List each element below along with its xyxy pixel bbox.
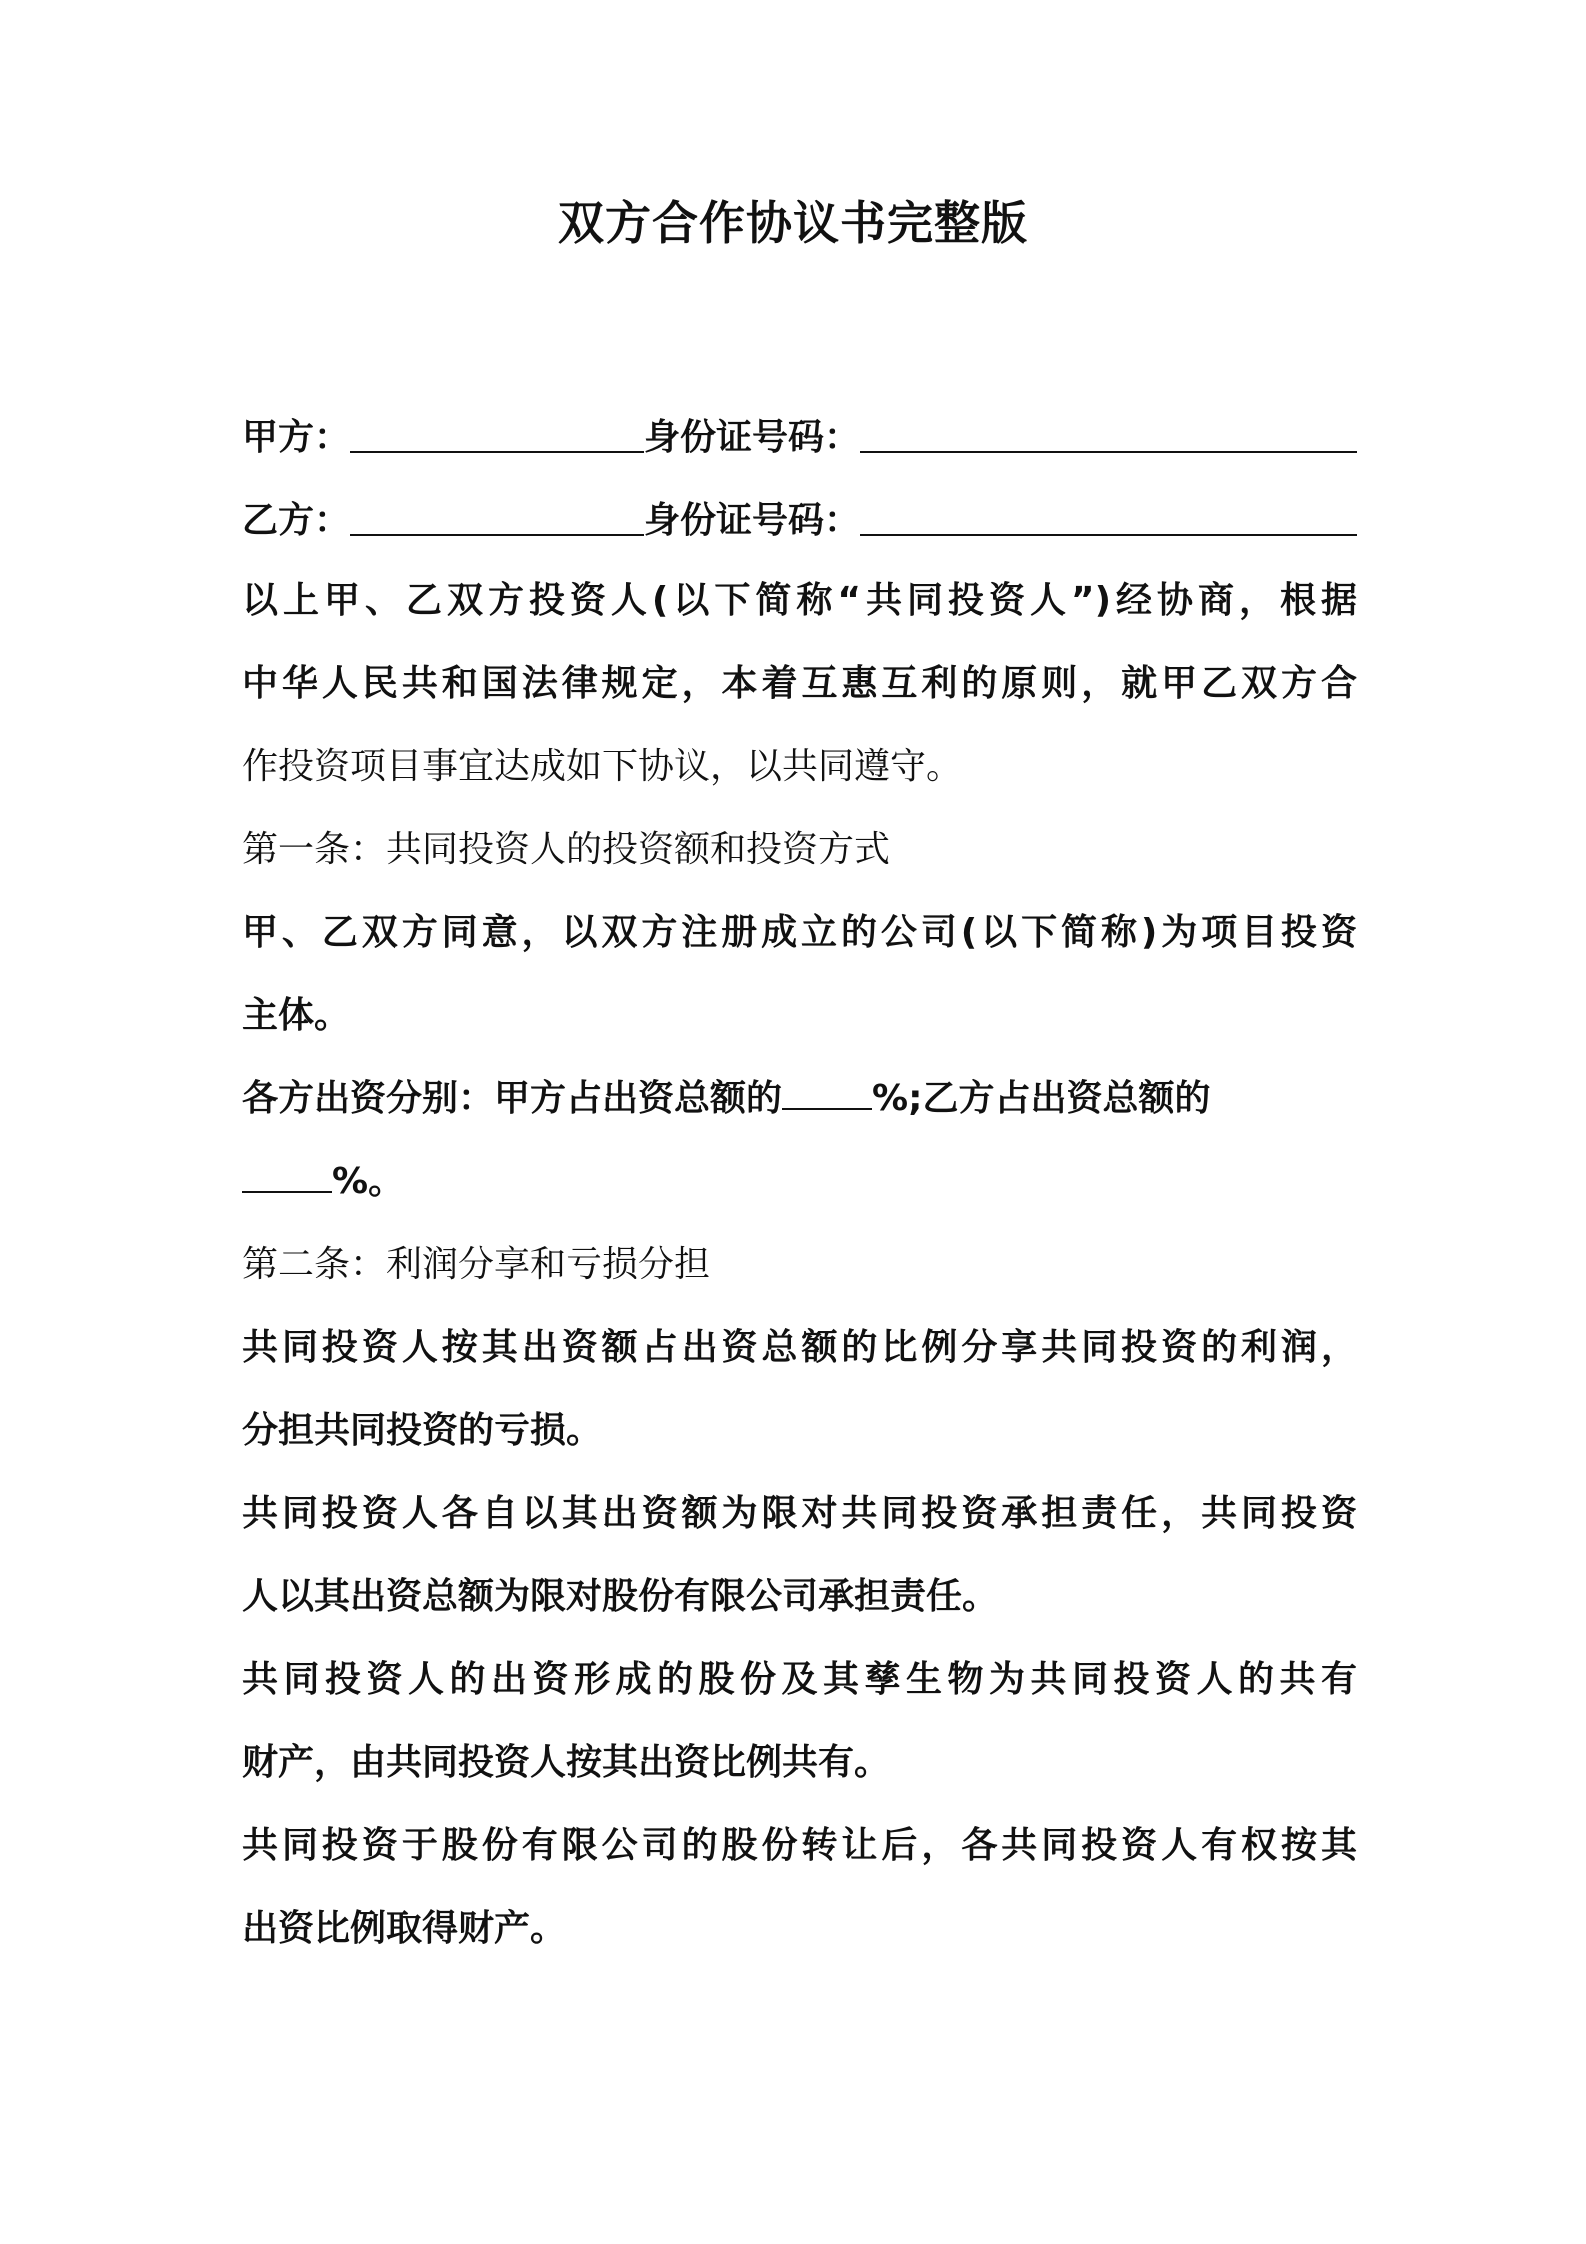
contribution-line-2	[242, 1160, 1357, 1203]
party-a-label: 甲方：	[242, 417, 351, 458]
paragraph-line: 中华人民共和国法律规定，本着互惠互利的原则，就甲乙双方合	[242, 663, 1357, 704]
paragraph-line: 分担共同投资的亏损。	[242, 1410, 603, 1451]
paragraph-line: 共同投资于股份有限公司的股份转让后，各共同投资人有权按其	[242, 1825, 1357, 1866]
contribution-line	[242, 1077, 1357, 1120]
contribution-text-c: %。	[332, 1161, 405, 1202]
party-b-name-blank[interactable]	[350, 500, 644, 536]
party-a-id-label: 身份证号码：	[644, 417, 861, 458]
paragraph-line: 作投资项目事宜达成如下协议，以共同遵守。	[242, 746, 963, 787]
document-title: 双方合作协议书完整版	[558, 196, 1028, 250]
party-a-share-blank[interactable]	[782, 1078, 872, 1110]
paragraph-line: 以上甲、乙双方投资人(以下简称“共同投资人”)经协商，根据	[242, 580, 1357, 621]
party-b-label: 乙方：	[242, 500, 351, 541]
paragraph-line: 甲、乙双方同意，以双方注册成立的公司(以下简称)为项目投资	[242, 912, 1357, 953]
party-b-id-label: 身份证号码：	[644, 500, 861, 541]
paragraph-line: 出资比例取得财产。	[242, 1908, 567, 1949]
paragraph-line: 人以其出资总额为限对股份有限公司承担责任。	[242, 1576, 999, 1617]
party-a-id-blank[interactable]	[860, 417, 1357, 453]
contribution-text-b: %;乙方占出资总额的	[872, 1078, 1211, 1119]
party-b-share-blank[interactable]	[242, 1161, 332, 1193]
article-1-heading: 第一条：共同投资人的投资额和投资方式	[242, 829, 891, 870]
paragraph-line: 财产，由共同投资人按其出资比例共有。	[242, 1742, 891, 1783]
party-a-name-blank[interactable]	[350, 417, 644, 453]
paragraph-line: 主体。	[242, 995, 351, 1036]
article-2-heading: 第二条：利润分享和亏损分担	[242, 1244, 711, 1285]
paragraph-line: 共同投资人的出资形成的股份及其孳生物为共同投资人的共有	[242, 1659, 1357, 1700]
party-b-id-blank[interactable]	[860, 500, 1357, 536]
contribution-text-a: 各方出资分别：甲方占出资总额的	[242, 1078, 783, 1119]
party-b-line	[242, 496, 1357, 542]
party-a-line	[242, 413, 1357, 459]
paragraph-line: 共同投资人按其出资额占出资总额的比例分享共同投资的利润，	[242, 1327, 1357, 1368]
paragraph-line: 共同投资人各自以其出资额为限对共同投资承担责任，共同投资	[242, 1493, 1357, 1534]
